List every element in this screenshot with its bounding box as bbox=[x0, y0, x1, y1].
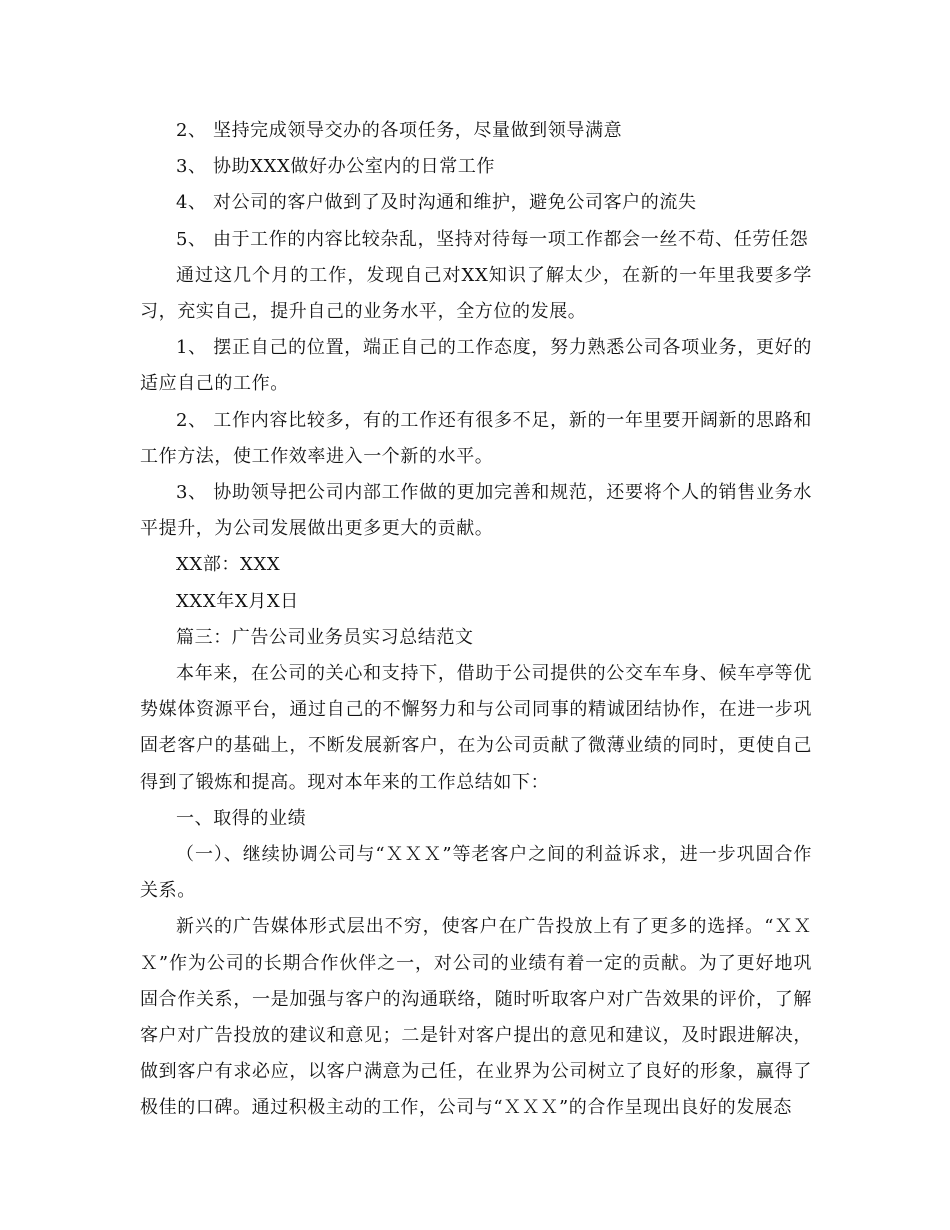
paragraph-intro: 本年来，在公司的关心和支持下，借助于公司提供的公交车车身、候车亭等优势媒体资源平台，通过自己的不懈努力和与公司同事的精诚团结协作，在进一步巩固老客户的基础上，不断发展新客户，在为公司贡献了微薄业绩的同时，更使自己得到了锻炼和提高。现对本年来的工作总结如下： bbox=[140, 663, 812, 793]
document-body bbox=[140, 113, 812, 1127]
paragraph-reflection: 通过这几个月的工作，发现自己对XX知识了解太少，在新的一年里我要多学习，充实自己，提升自己的业务水平，全方位的发展。 bbox=[140, 264, 812, 323]
section-title: 篇三：广告公司业务员实习总结范文 bbox=[176, 626, 474, 648]
paragraph-task-5: 5、 由于工作的内容比较杂乱，坚持对待每一项工作都会一丝不苟、任劳任怨 bbox=[176, 228, 809, 250]
heading-achievements: 一、取得的业绩 bbox=[176, 807, 307, 829]
paragraph-plan-1: 1、 摆正自己的位置，端正自己的工作态度，努力熟悉公司各项业务，更好的适应自己的工作。 bbox=[140, 337, 812, 395]
paragraph-task-3: 3、 协助XXX做好办公室内的日常工作 bbox=[176, 156, 496, 178]
paragraph-plan-2: 2、 工作内容比较多，有的工作还有很多不足，新的一年里要开阔新的思路和工作方法，使工作效率进入一个新的水平。 bbox=[140, 409, 812, 467]
paragraph-plan-3: 3、 协助领导把公司内部工作做的更加完善和规范，还要将个人的销售业务水平提升，为公司发展做出更多更大的贡献。 bbox=[140, 482, 812, 540]
paragraph-body: 新兴的广告媒体形式层出不穷，使客户在广告投放上有了更多的选择。“ＸＸＸ”作为公司的长期合作伙伴之一，对公司的业绩有着一定的贡献。为了更好地巩固合作关系，一是加强与客户的沟通联络，随时听取客户对广告效果的评价，了解客户对广告投放的建议和意见；二是针对客户提出的意见和建议，及时跟进解决，做到客户有求必应，以客户满意为己任，在业界为公司树立了良好的形象，赢得了极佳的口碑。通过积极主动的工作，公司与“ＸＸＸ”的合作呈现出良好的发展态 bbox=[140, 916, 812, 1119]
subheading-1: （一）、继续协调公司与“ＸＸＸ”等老客户之间的利益诉求，进一步巩固合作关系。 bbox=[140, 844, 812, 902]
signature-department: XX部：XXX bbox=[176, 554, 281, 576]
signature-date: XXX年X月X日 bbox=[176, 590, 299, 612]
paragraph-task-2: 2、 坚持完成领导交办的各项任务，尽量做到领导满意 bbox=[176, 120, 623, 141]
paragraph-task-4: 4、 对公司的客户做到了及时沟通和维护，避免公司客户的流失 bbox=[176, 192, 697, 214]
